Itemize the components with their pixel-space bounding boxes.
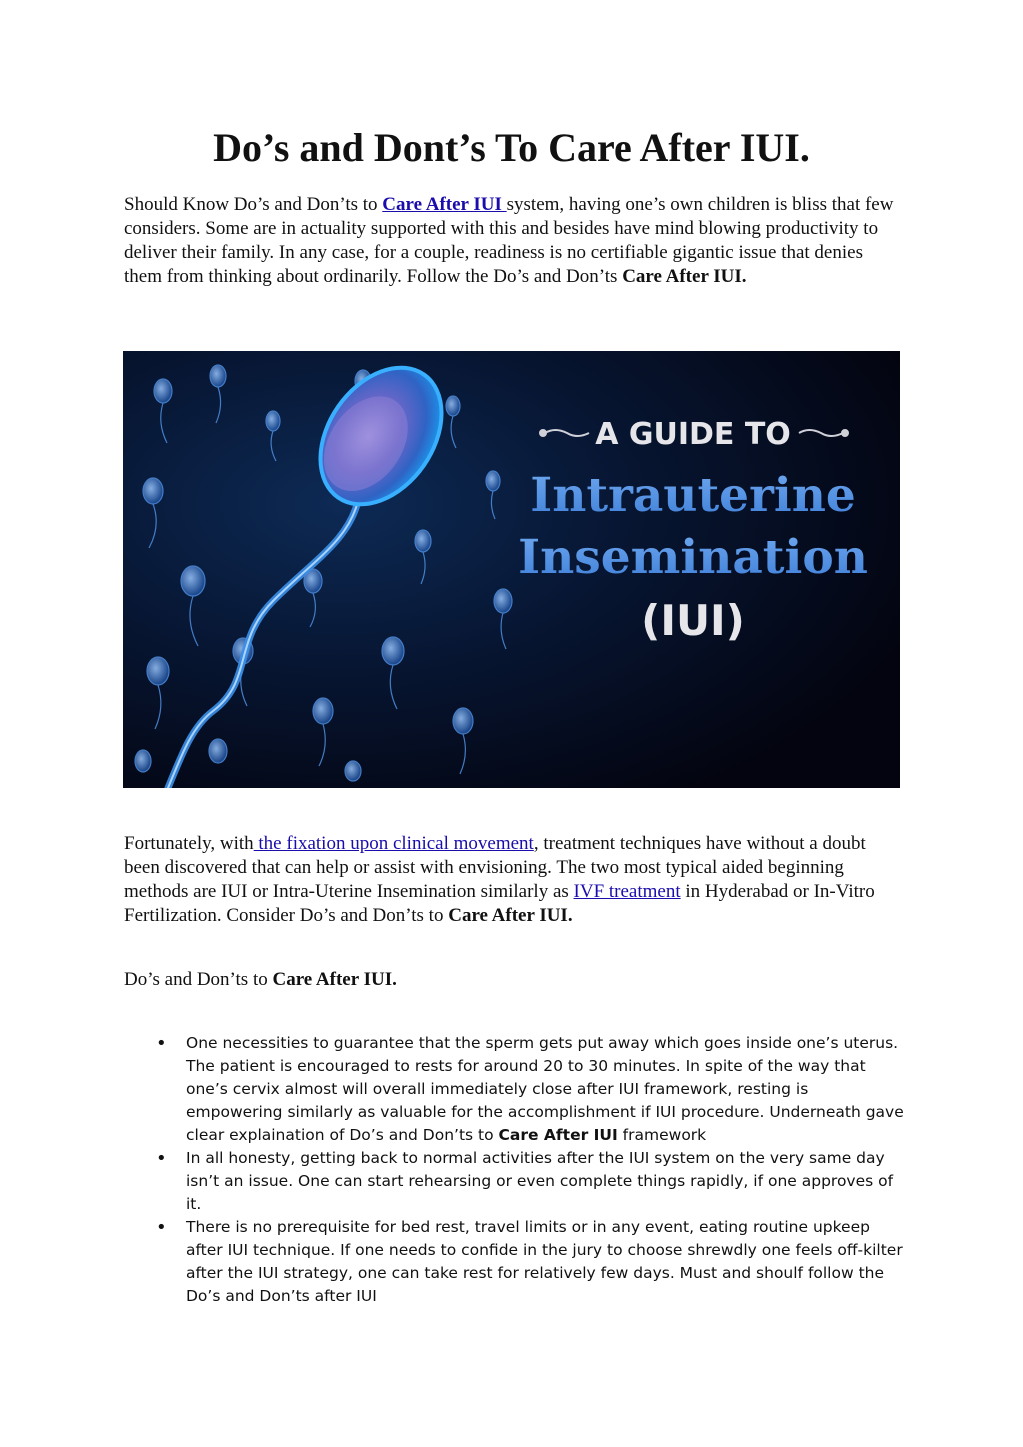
bullet-text: One necessities to guarantee that the sperm gets put away which goes inside one’s uterus. The patient is encouraged to rests for around 20 to 30 minutes. In spite of the way that one’s cervix almost will overall immediately close after IUI framework, resting is empowering similarly as valuable for the accomplishment if IUI procedure. Underneath gave clear explaination of Do’s and Don’ts to <box>186 1034 904 1144</box>
banner-line-4: (IUI) <box>641 596 745 645</box>
para2-text-mid: , treatment techniques have without a doubt been discovered that can help or assist with envisioning. The two most typical aided beginning methods are IUI or Intra-Uterine Insemination similarly as <box>124 833 866 902</box>
banner-line-3: Insemination <box>518 530 868 585</box>
intro-bold-end: Care After IUI. <box>622 266 747 287</box>
list-item <box>124 1216 904 1308</box>
bullet-text: There is no prerequisite for bed rest, travel limits or in any event, eating routine upkeep after IUI technique. If one needs to confide in the jury to choose shrewdly one feels off-kilter after the IUI strategy, one can take rest for relatively few days. Must and shoulf follow the Do’s and Don’ts after IUI <box>186 1218 903 1305</box>
section-subheading <box>124 968 904 992</box>
subheading-bold: Care After IUI. <box>272 969 397 990</box>
clinical-movement-link[interactable]: the fixation upon clinical movement <box>253 833 534 854</box>
banner-line-1: A GUIDE TO <box>595 417 791 452</box>
fortunately-paragraph <box>124 832 904 928</box>
list-item <box>124 1032 904 1147</box>
para2-text-start: Fortunately, with <box>124 833 254 854</box>
para2-text-end: in Hyderabad or In-Vitro Fertilization. Consider Do’s and Don’ts to <box>124 881 875 926</box>
bullet-list <box>124 1032 904 1308</box>
bullet-text-after: framework <box>617 1126 707 1144</box>
care-after-iui-link[interactable]: Care After IUI <box>382 194 507 215</box>
para2-bold-end: Care After IUI. <box>448 905 573 926</box>
ivf-treatment-link[interactable]: IVF treatment <box>573 881 681 902</box>
page-title: Do’s and Dont’s To Care After IUI. <box>213 125 810 170</box>
intro-text-body: system, having one’s own children is bliss that few considers. Some are in actuality supported with this and besides have mind blowing productivity to deliver their family. In any case, for a couple, readiness is no certifiable gigantic issue that denies them from thinking about ordinarily. Follow the Do’s and Don’ts <box>124 194 894 287</box>
list-item <box>124 1147 904 1216</box>
intro-paragraph <box>124 193 904 289</box>
iui-guide-banner <box>123 351 900 788</box>
bullet-bold: Care After IUI <box>498 1126 618 1144</box>
subheading-text: Do’s and Don’ts to <box>124 969 273 990</box>
bullet-text: In all honesty, getting back to normal activities after the IUI system on the very same day isn’t an issue. One can start rehearsing or even complete things rapidly, if one approves of it. <box>186 1149 894 1213</box>
intro-text-start: Should Know Do’s and Don’ts to <box>124 194 383 215</box>
banner-line-2: Intrauterine <box>530 468 856 523</box>
